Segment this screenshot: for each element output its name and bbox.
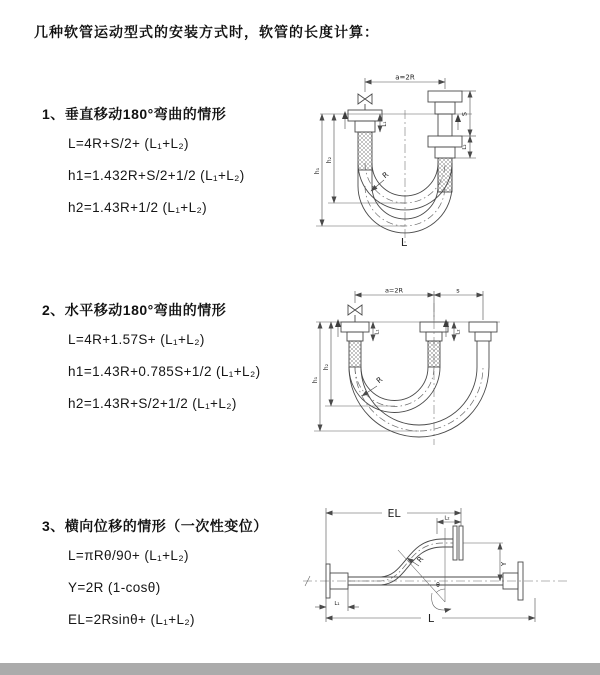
- formula-line: h1=1.432R+S/2+1/2 (L₁+L₂): [68, 168, 245, 183]
- left-flange-assembly: [341, 322, 369, 367]
- page-title: 几种软管运动型式的安装方式时，软管的长度计算：: [34, 24, 379, 40]
- section-3-heading: 3、横向位移的情形（一次性变位）: [42, 518, 268, 534]
- angle-theta-label: θ: [436, 582, 440, 589]
- dim-l2-label: L₂: [444, 515, 450, 522]
- formula-line: h1=1.43R+0.785S+1/2 (L₁+L₂): [68, 364, 261, 379]
- formula-line: EL=2Rsinθ+ (L₁+L₂): [68, 612, 195, 627]
- section-1-heading: 1、垂直移动180°弯曲的情形: [42, 106, 227, 122]
- dim-a-2r-label: a=2R: [384, 286, 404, 295]
- diagram-lateral-displacement: [295, 498, 580, 643]
- hose-u-bend: [349, 367, 489, 437]
- dim-l2-label: L₂: [462, 144, 468, 150]
- footer-bar: [0, 663, 600, 675]
- valve-icon: [358, 94, 372, 110]
- length-l-label: L: [400, 236, 408, 249]
- formula-line: L=4R+1.57S+ (L₁+L₂): [68, 332, 205, 347]
- section-2: [42, 300, 302, 426]
- formula-line: Y=2R (1-cosθ): [68, 580, 161, 595]
- dim-l2-label: L₂: [455, 329, 462, 335]
- formula-line: h2=1.43R+S/2+1/2 (L₁+L₂): [68, 396, 237, 411]
- dim-s-label: S: [460, 111, 469, 117]
- right-flange-assembly: [428, 91, 462, 192]
- dim-l1-label: L₁: [374, 329, 381, 335]
- dim-h1-label: h₁: [312, 376, 319, 384]
- formula-line: h2=1.43R+1/2 (L₁+L₂): [68, 200, 208, 215]
- dim-l: [326, 598, 535, 625]
- dim-a-2r: [355, 287, 483, 321]
- dim-h2-label: h₂: [326, 156, 333, 164]
- valve-icon: [348, 305, 362, 322]
- right-flange-assembly: [469, 322, 497, 367]
- dim-l2: [454, 322, 462, 341]
- dim-h2-label: h₂: [323, 363, 330, 371]
- diagram-horizontal-180-bend: [298, 283, 578, 458]
- dim-l1: [315, 589, 359, 622]
- movement-arrow-up-left: [335, 319, 341, 337]
- formula-line: L=πRθ/90+ (L₁+L₂): [68, 548, 189, 563]
- dim-a-2r: [365, 74, 445, 93]
- section-1: [42, 104, 302, 230]
- dim-l1-label: L₁: [334, 601, 340, 607]
- dim-l1-label: L₁: [382, 121, 388, 127]
- formula-line: L=4R+S/2+ (L₁+L₂): [68, 136, 189, 151]
- length-l-label: L: [427, 612, 435, 625]
- dim-h1: [312, 322, 419, 431]
- dim-h1-label: h₁: [314, 167, 321, 175]
- diagram-vertical-180-bend: [300, 68, 570, 265]
- radius-r-label: R: [380, 169, 391, 181]
- dim-el-label: EL: [387, 507, 401, 520]
- hose-s-curve: [348, 539, 453, 585]
- dim-y: [500, 543, 508, 581]
- dim-s-label: s: [456, 286, 460, 295]
- radius-r-label: R: [374, 374, 385, 386]
- dim-y-label: Y: [500, 561, 508, 567]
- section-2-heading: 2、水平移动180°弯曲的情形: [42, 302, 227, 318]
- dim-l1: [380, 114, 388, 132]
- upper-flange-assembly: [453, 526, 503, 560]
- dim-el: [326, 507, 461, 564]
- dim-l1: [373, 322, 381, 341]
- section-3: [42, 516, 302, 642]
- dim-a-2r-label: a=2R: [395, 73, 415, 82]
- dim-s: [454, 91, 476, 158]
- radius-r-label: R: [414, 554, 426, 565]
- left-flange-assembly: [348, 110, 382, 170]
- movement-arrow-up-left: [342, 111, 348, 129]
